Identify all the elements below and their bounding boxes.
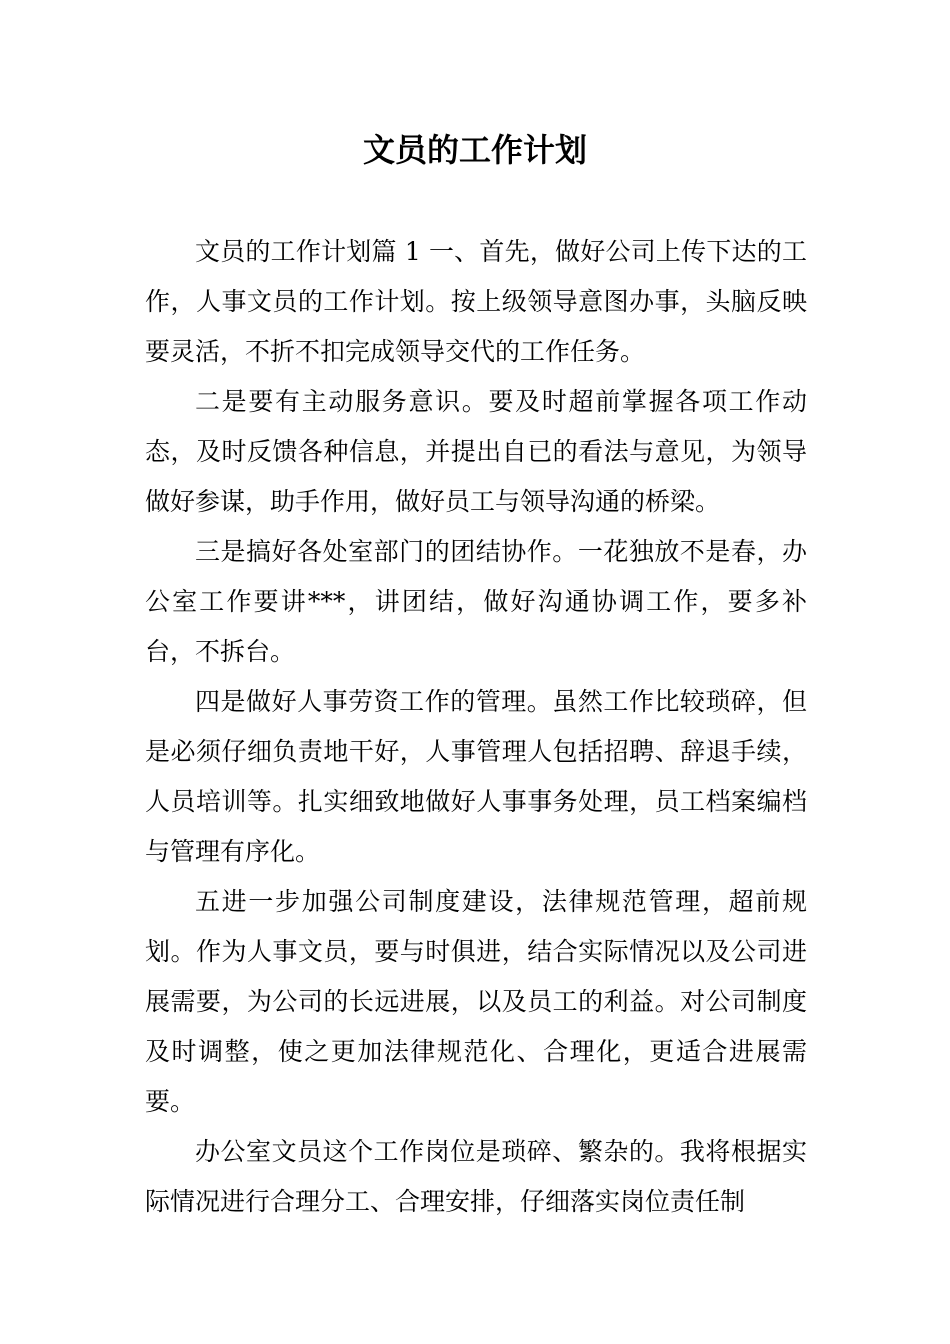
document-body <box>145 227 807 1227</box>
paragraph-4: 四是做好人事劳资工作的管理。虽然工作比较琐碎，但是必须仔细负责地干好，人事管理人包括招聘、辞退手续，人员培训等。扎实细致地做好人事事务处理，员工档案编档与管理有序化。 <box>145 687 807 866</box>
paragraph-1: 文员的工作计划篇 1 一、首先，做好公司上传下达的工作，人事文员的工作计划。按上级领导意图办事，头脑反映要灵活，不折不扣完成领导交代的工作任务。 <box>145 237 807 366</box>
paragraph-3: 三是搞好各处室部门的团结协作。一花独放不是春，办公室工作要讲***，讲团结，做好沟通协调工作，要多补台，不拆台。 <box>145 537 807 666</box>
paragraph-5: 五进一步加强公司制度建设，法律规范管理，超前规划。作为人事文员，要与时俱进，结合实际情况以及公司进展需要，为公司的长远进展，以及员工的利益。对公司制度及时调整，使之更加法律规范化、合理化，更适合进展需要。 <box>145 887 807 1116</box>
paragraph-2: 二是要有主动服务意识。要及时超前掌握各项工作动态，及时反馈各种信息，并提出自已的看法与意见，为领导做好参谋，助手作用，做好员工与领导沟通的桥梁。 <box>145 387 807 516</box>
paragraph-6: 办公室文员这个工作岗位是琐碎、繁杂的。我将根据实际情况进行合理分工、合理安排，仔细落实岗位责任制 <box>145 1137 807 1216</box>
document-title: 文员的工作计划 <box>362 131 587 169</box>
